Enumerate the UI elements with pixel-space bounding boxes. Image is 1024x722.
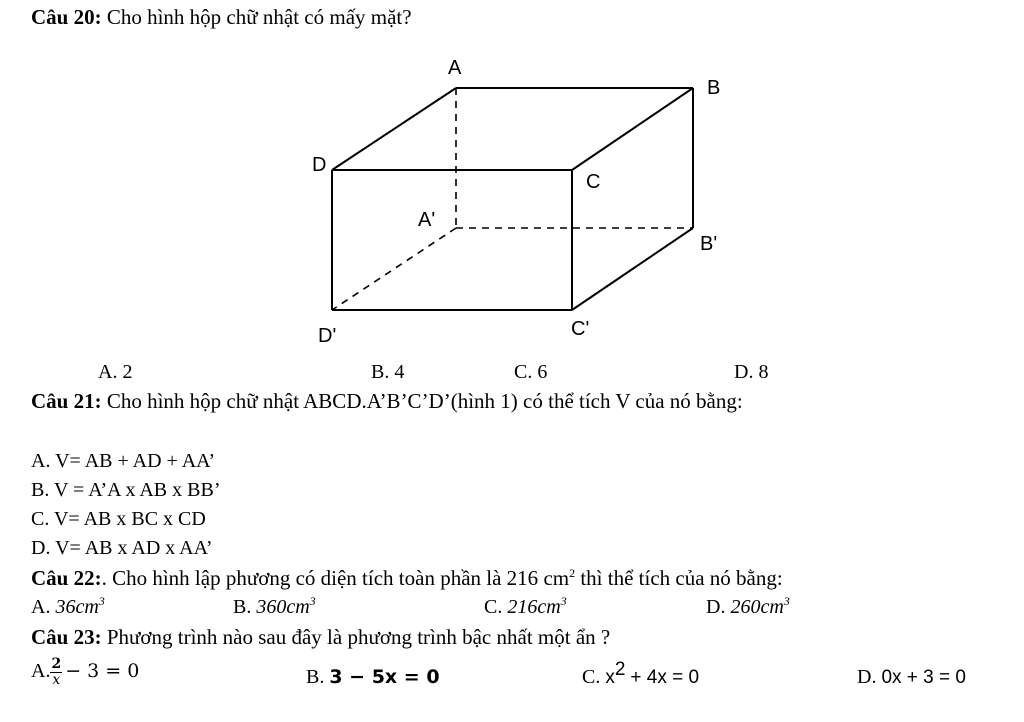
q22-option-c-prefix: C.: [484, 596, 503, 618]
question-21-text: Cho hình hộp chữ nhật ABCD.A’B’C’D’(hình 1) có thể tích V của nó bằng:: [106, 389, 743, 413]
q23-option-c[interactable]: [582, 659, 700, 689]
q22-option-b-exp: 3: [309, 594, 316, 608]
q22-option-b[interactable]: [233, 596, 316, 619]
q22-option-a-exp: 3: [98, 594, 105, 608]
q20-option-b[interactable]: B. 4: [371, 361, 405, 383]
q23-option-d-expr: 0x + 3 = 0: [881, 667, 966, 688]
q22-option-d-prefix: D.: [706, 596, 726, 618]
q21-option-c[interactable]: C. V= AB x BC x CD: [31, 508, 206, 530]
q23-option-b[interactable]: [306, 666, 440, 689]
question-22-text-after: thì thể tích của nó bằng:: [580, 566, 783, 590]
q21-option-d[interactable]: D. V= AB x AD x AA’: [31, 537, 213, 559]
q23-option-b-prefix: B.: [306, 666, 325, 688]
edge-A1D1: [332, 228, 456, 310]
q23-option-a-prefix: A.: [31, 660, 51, 683]
q21-option-b[interactable]: B. V = A’A x AB x BB’: [31, 479, 221, 501]
question-20-number: Câu 20:: [31, 5, 102, 29]
q22-option-a-prefix: A.: [31, 596, 51, 618]
q23-option-a[interactable]: [31, 657, 139, 688]
q23-option-c-exp: 2: [614, 659, 626, 680]
q23-option-a-denominator: x: [52, 672, 61, 688]
q22-option-c[interactable]: [484, 596, 567, 619]
vertex-label-a: A: [448, 57, 462, 79]
q23-option-d-prefix: D.: [857, 666, 877, 688]
q22-option-c-exp: 3: [560, 594, 567, 608]
q23-option-c-prefix: C.: [582, 666, 601, 688]
q23-option-a-fraction: [50, 657, 62, 688]
q22-option-b-prefix: B.: [233, 596, 252, 618]
q22-option-a[interactable]: [31, 596, 105, 619]
q22-option-d-exp: 3: [783, 594, 790, 608]
question-23-number: Câu 23:: [31, 625, 102, 649]
q23-option-b-expr: 3 − 5x = 0: [329, 666, 440, 688]
q23-option-c-base: x: [605, 667, 615, 688]
edge-C1B1: [572, 228, 693, 310]
box-edges-hidden: [332, 88, 693, 310]
question-22-text-before: . Cho hình lập phương có diện tích toàn phần là 216: [101, 566, 539, 590]
q23-option-a-numerator: 2: [51, 656, 62, 672]
box-edges-solid: [332, 88, 693, 310]
question-20-text: Cho hình hộp chữ nhật có mấy mặt?: [106, 5, 412, 29]
q23-option-d[interactable]: [857, 666, 966, 689]
q22-option-a-value: 36cm: [55, 596, 99, 618]
question-23-text: Phương trình nào sau đây là phương trình bậc nhất một ẩn ?: [106, 625, 611, 649]
question-23: [31, 625, 610, 650]
edge-DA: [332, 88, 456, 170]
q23-option-a-rest: − 3 = 0: [65, 660, 140, 683]
question-22-number: Câu 22:: [31, 566, 102, 590]
edge-BC: [572, 88, 693, 170]
vertex-label-d: D: [312, 154, 327, 176]
vertex-label-c: C: [586, 171, 601, 193]
q22-option-c-value: 216cm: [507, 596, 561, 618]
vertex-label-d1: D': [318, 325, 337, 347]
q20-option-a[interactable]: A. 2: [98, 361, 133, 383]
question-22: [31, 566, 783, 591]
q22-option-d-value: 260cm: [730, 596, 784, 618]
question-21: [31, 389, 743, 414]
q20-option-d[interactable]: D. 8: [734, 361, 769, 383]
q23-option-c-rest: + 4x = 0: [630, 667, 700, 688]
vertex-label-a1: A': [418, 209, 436, 231]
q22-option-d[interactable]: [706, 596, 790, 619]
q21-option-a[interactable]: A. V= AB + AD + AA’: [31, 450, 216, 472]
q22-option-b-value: 360cm: [256, 596, 310, 618]
vertex-label-b: B: [707, 77, 721, 99]
question-22-exp: 2: [569, 566, 576, 580]
vertex-label-c1: C': [571, 318, 590, 340]
q20-option-c[interactable]: C. 6: [514, 361, 548, 383]
question-21-number: Câu 21:: [31, 389, 102, 413]
vertex-label-b1: B': [700, 233, 718, 255]
question-22-unit: cm: [543, 566, 570, 590]
